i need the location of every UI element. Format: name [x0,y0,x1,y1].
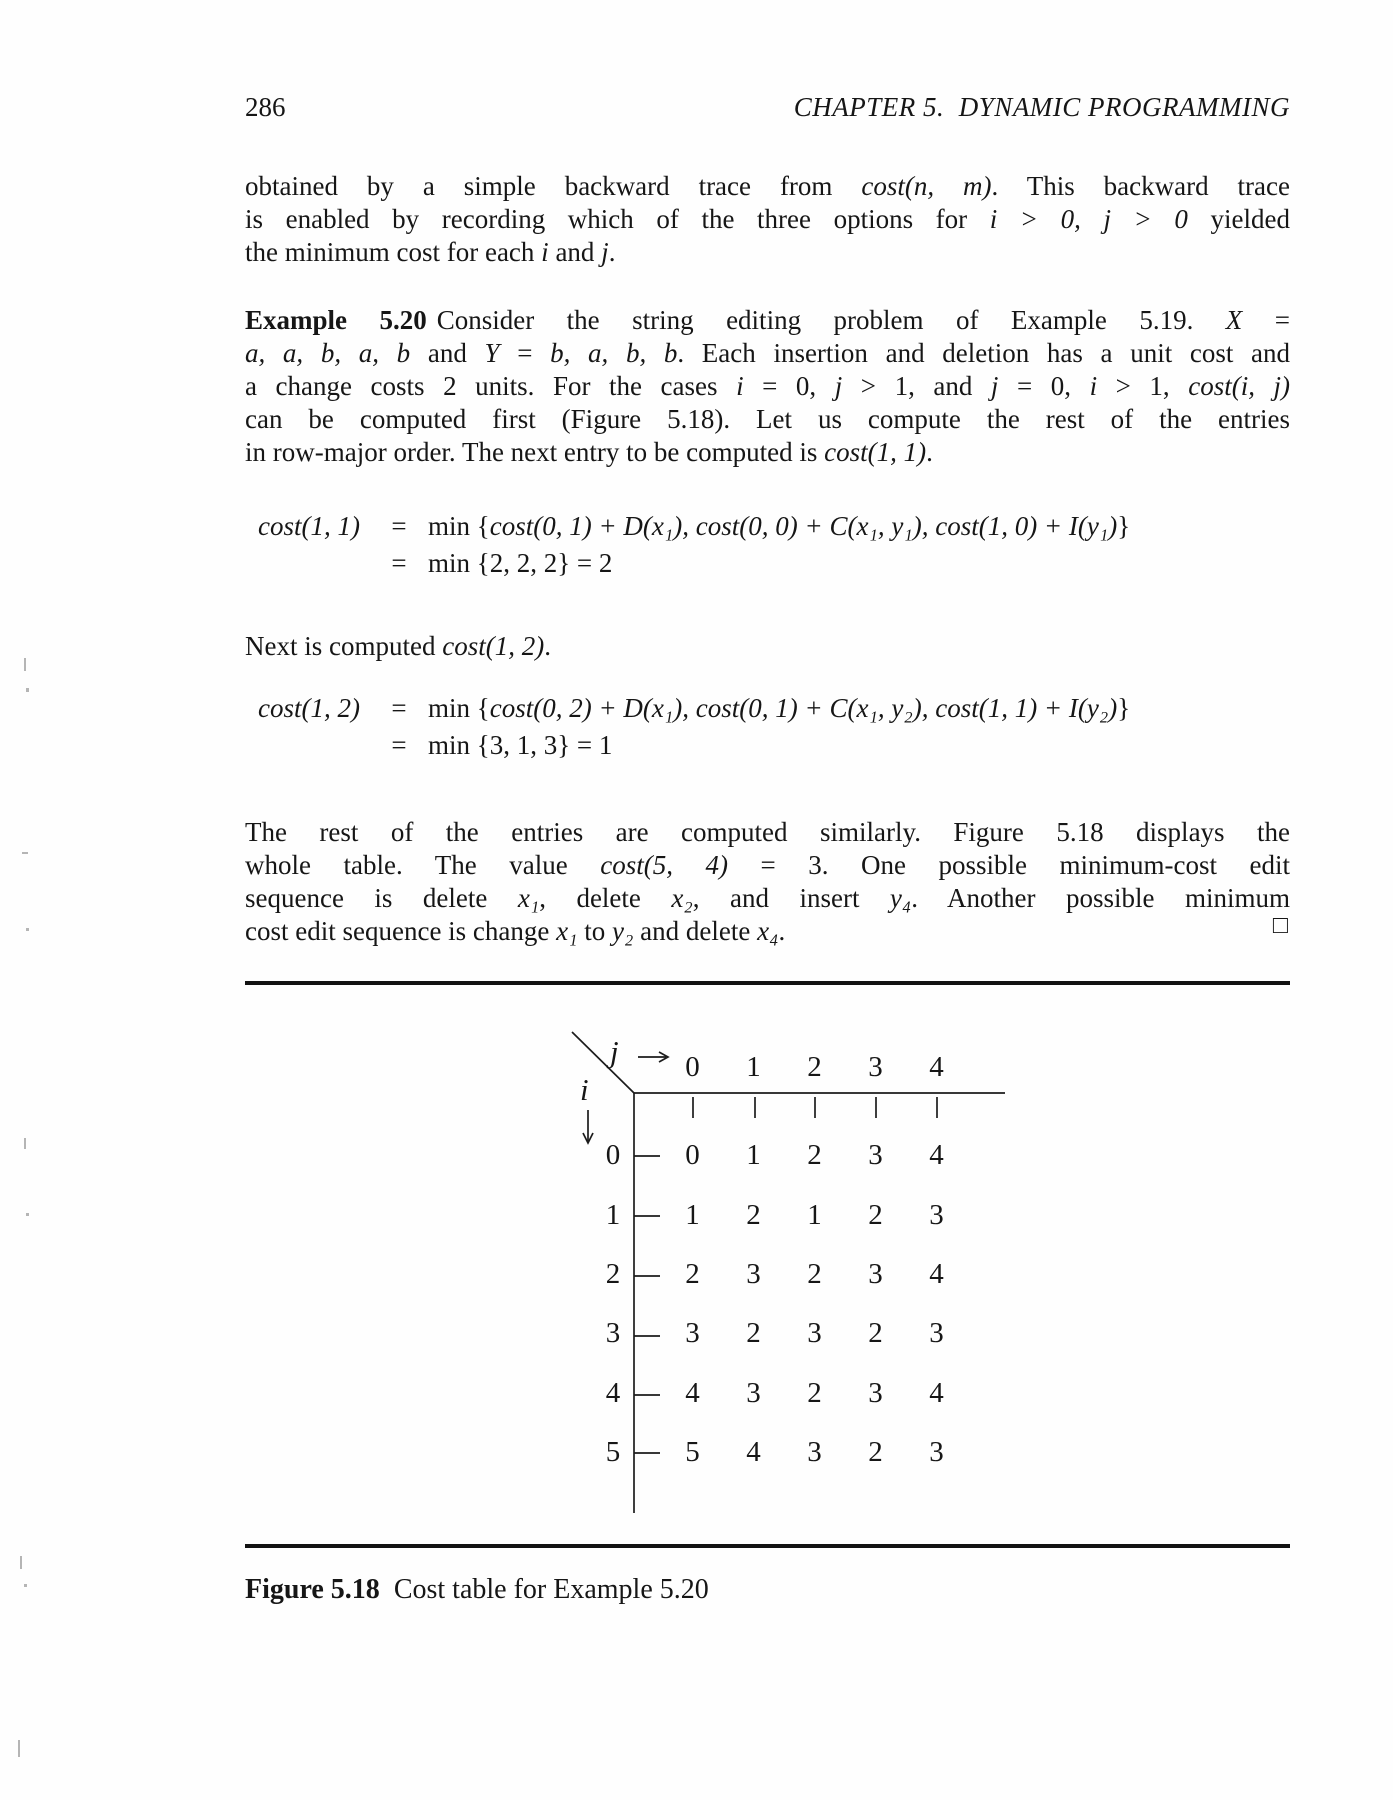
text-segment: = [499,338,551,368]
text-segment: Figure 5.18 [245,1574,380,1605]
axis-value: 4 [605,1376,621,1409]
axis-value: 3 [605,1317,621,1350]
text-line [245,849,1290,882]
text-segment: to [577,916,613,946]
column-headers [662,1051,967,1084]
text-segment: > 1, [1097,371,1189,401]
text-segment: min [428,693,477,723]
text-segment: i [541,237,549,267]
text-segment: . [544,631,551,661]
table-cell: 5 [685,1436,700,1469]
table-cell: 4 [929,1139,944,1172]
figure-bottom-rule [245,1544,1290,1548]
text-segment: } [1117,511,1131,541]
text-segment: . [608,237,616,267]
text-segment: j [834,371,843,401]
figure-top-rule [245,981,1290,985]
table-cell: 3 [868,1139,883,1172]
axis-value: 4 [929,1051,944,1083]
text-segment: = 0, [998,371,1090,401]
axis-value: 0 [685,1051,700,1083]
equation-cost-1-2 [258,690,1130,764]
equals-sign: = [391,730,407,760]
table-cell: 2 [807,1257,822,1290]
paragraph-rest-of-entries [245,816,1290,948]
text-segment: is enabled by recording which of the three options for [245,204,990,234]
equation-cost-1-1 [258,508,1130,582]
equals-sign: = [391,693,407,723]
text-segment: . [926,437,933,467]
scan-artifact [26,1213,29,1216]
scan-artifact [24,1138,26,1149]
table-cell: 4 [685,1376,700,1409]
axis-value: 1 [605,1198,621,1231]
text-line [245,436,1290,469]
page-number: 286 [245,92,286,122]
text-segment: cost(n, m) [861,171,992,201]
text-segment: min [428,548,477,578]
text-segment: {3, 1, 3} = 1 [476,730,613,760]
table-cell: 3 [685,1317,700,1350]
text-line [245,370,1290,403]
equation-line [258,727,1130,764]
text-line [245,816,1290,849]
text-segment: cost(1, 2) [442,631,545,661]
text-segment: i > 0, j > 0 [989,204,1188,234]
scan-artifact [22,852,28,854]
text-segment: and [548,237,602,267]
table-cell: 3 [929,1436,944,1469]
chapter-title: CHAPTER 5. DYNAMIC PROGRAMMING [793,92,1290,122]
figure-caption [245,1574,709,1606]
text-segment: sequence is delete [245,883,518,913]
text-segment: a, a, b, a, b [245,338,411,368]
text-line [245,236,1290,269]
cost-matrix [662,1126,967,1482]
text-segment: cost(5, 4) [600,850,728,880]
text-segment: cost(1, 1) [824,437,927,467]
text-segment: = 3. One possible minimum-cost edit [727,850,1290,880]
text-segment: {2, 2, 2} = 2 [476,548,613,578]
table-cell: 2 [868,1436,883,1469]
text-line [245,630,1290,663]
text-segment: = [1242,305,1290,335]
row-headers [592,1126,634,1482]
text-segment: min [428,730,477,760]
text-segment: . Each insertion and deletion has a unit cost and [677,338,1291,368]
text-segment: cost(1, 2) [258,693,360,723]
equation-lhs [258,690,370,727]
equation-lhs [258,508,370,545]
table-cell: 3 [929,1317,944,1350]
scan-artifact [26,688,29,692]
table-cell: 2 [746,1317,761,1350]
equation-rhs [428,545,612,582]
text-segment: . This backward trace [991,171,1291,201]
equation-line [258,508,1130,545]
text-segment: x₂ [671,883,693,913]
text-segment: > 1, and [842,371,991,401]
equals-sign: = [391,511,407,541]
table-cell: 3 [807,1436,822,1469]
text-segment: , and insert [692,883,890,913]
axis-value: 2 [605,1257,621,1290]
equation-rhs [428,508,1130,545]
table-cell: 2 [807,1139,822,1172]
text-line [245,337,1290,370]
text-segment: . [778,916,786,946]
text-segment: the minimum cost for each [245,237,542,267]
scan-artifact [24,1584,27,1587]
text-segment: i [736,371,744,401]
scan-artifact [20,1556,22,1569]
text-segment: { [476,693,490,723]
axis-value: 3 [868,1051,883,1083]
equation-line [258,545,1130,582]
text-segment: Y [484,338,500,368]
text-segment: and [410,338,485,368]
text-segment: { [476,511,490,541]
text-segment: = 0, [743,371,835,401]
table-cell: 2 [685,1257,700,1290]
text-line [245,304,1290,337]
paragraph-example-5-20 [245,304,1290,469]
table-cell: 1 [746,1139,761,1172]
table-cell: 3 [746,1257,761,1290]
table-cell: 3 [746,1376,761,1409]
table-cell: 3 [868,1376,883,1409]
text-line [245,170,1290,203]
text-segment: yielded [1187,204,1290,234]
text-line [245,203,1290,236]
equation-lhs-empty [258,727,370,764]
paragraph-backward-trace [245,170,1290,269]
axis-value: 1 [746,1051,761,1083]
text-segment: a change costs 2 units. For the cases [245,371,737,401]
text-segment: cost(0, 2) + D(x₁), cost(0, 1) + C(x₁, y₂), cost(1, 1) + I(y₂) [489,693,1118,723]
text-segment: cost(1, 1) [258,511,360,541]
scan-artifact [18,1740,20,1757]
text-segment: y₂ [612,916,634,946]
text-segment: cost(i, j) [1188,371,1291,401]
text-segment: The rest of the entries are computed similarly. Figure 5.18 displays the [245,817,1290,847]
text-segment: b, a, b, b [550,338,678,368]
table-cell: 2 [868,1198,883,1231]
table-cell: 0 [685,1139,700,1172]
text-segment: and delete [633,916,758,946]
axis-value: 2 [807,1051,822,1083]
equals-sign: = [391,548,407,578]
text-segment: j [990,371,999,401]
text-segment: min [428,511,477,541]
text-segment: x₁ [517,883,540,913]
text-segment: y₄ [889,883,912,913]
text-line [245,403,1290,436]
scan-artifact [24,658,26,671]
text-segment: Example 5.20 [245,305,427,335]
table-cell: 4 [929,1376,944,1409]
i-axis-label: i [580,1072,589,1107]
table-cell: 1 [807,1198,822,1231]
text-segment: whole table. The value [245,850,601,880]
text-segment: x₁ [556,916,578,946]
j-axis-label: j [610,1034,619,1069]
table-cell: 2 [807,1376,822,1409]
scan-artifact [26,928,29,931]
axis-value: 0 [605,1139,621,1172]
text-segment: Next is computed [245,631,443,661]
text-segment: x₄ [757,916,779,946]
text-segment: } [1117,693,1131,723]
table-cell: 2 [868,1317,883,1350]
text-segment: , delete [539,883,672,913]
table-cell: 2 [746,1198,761,1231]
text-segment: i [1089,371,1098,401]
text-segment: . Another possible minimum [911,883,1290,913]
text-segment: Consider the string editing problem of Example 5.19. [436,305,1226,335]
text-line [245,915,1290,948]
text-segment: X [1225,305,1243,335]
axis-value: 5 [605,1436,621,1469]
table-cell: 4 [746,1436,761,1469]
table-cell: 1 [685,1198,700,1231]
equation-line [258,690,1130,727]
text-segment: can be computed first (Figure 5.18). Let us compute the rest of the entries [245,404,1290,434]
end-of-example-box: □ [1272,912,1288,939]
equation-rhs [428,727,612,764]
text-segment: Cost table for Example 5.20 [393,1574,709,1605]
table-cell: 4 [929,1257,944,1290]
table-cell: 3 [929,1198,944,1231]
text-segment: cost edit sequence is change [245,916,557,946]
equation-lhs-empty [258,545,370,582]
text-segment: in row-major order. The next entry to be computed is [245,437,825,467]
text-segment: j [601,237,609,267]
table-cell: 3 [868,1257,883,1290]
text-segment: cost(0, 1) + D(x₁), cost(0, 0) + C(x₁, y₁), cost(1, 0) + I(y₁) [489,511,1118,541]
equation-rhs [428,690,1130,727]
paragraph-next-computed [245,630,1290,663]
text-line [245,882,1290,915]
page-header [245,92,1290,123]
table-cell: 3 [807,1317,822,1350]
text-segment: obtained by a simple backward trace from [245,171,862,201]
